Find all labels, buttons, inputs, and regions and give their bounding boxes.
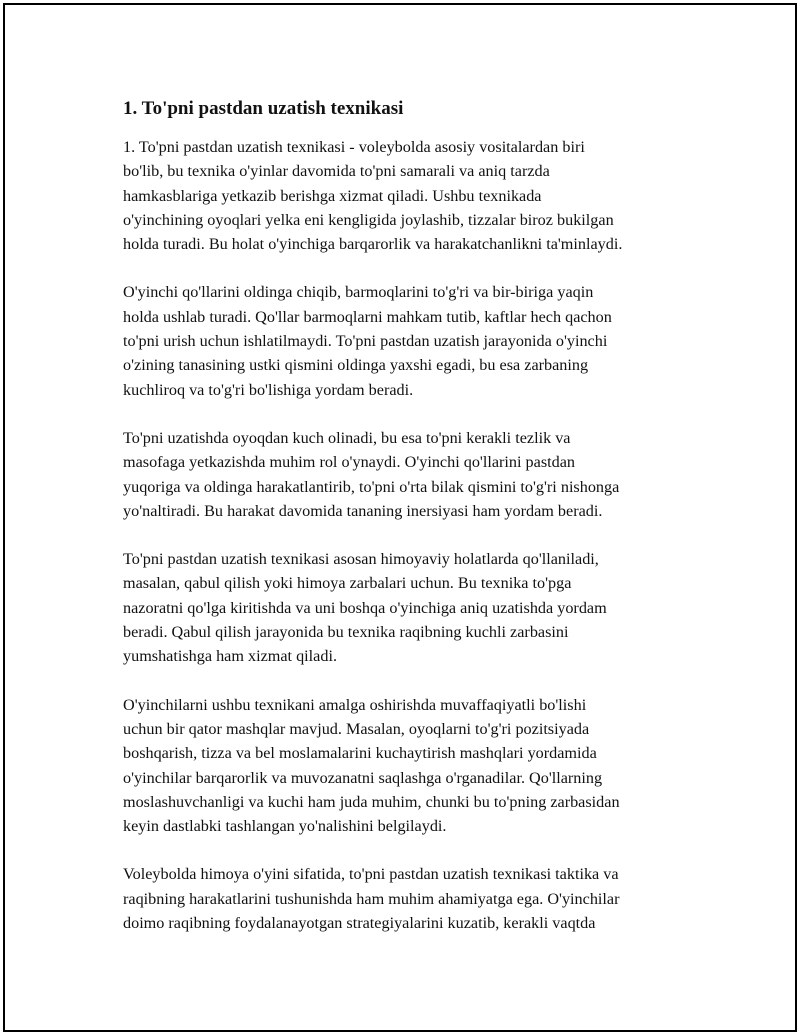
text-line: masalan, qabul qilish yoki himoya zarbalari uchun. Bu texnika to'pga	[123, 574, 572, 593]
paragraph-1	[123, 135, 693, 256]
text-line: 1. To'pni pastdan uzatish texnikasi - voleybolda asosiy vositalardan biri	[123, 138, 585, 156]
text-line: holda turadi. Bu holat o'yinchiga barqarorlik va harakatchanlikni ta'minlaydi.	[123, 235, 623, 254]
text-line: keyin dastlabki tashlangan yo'nalishini belgilaydi.	[123, 817, 447, 836]
paragraph-4	[123, 547, 693, 668]
paragraph-3	[123, 426, 693, 523]
text-line: boshqarish, tizza va bel moslamalarini kuchaytirish mashqlari yordamida	[123, 744, 597, 763]
text-line: yuqoriga va oldinga harakatlantirib, to'pni o'rta bilak qismini to'g'ri nishonga	[123, 477, 620, 496]
text-line: o'zining tanasining ustki qismini oldinga yaxshi egadi, bu esa zarbaning	[123, 356, 589, 375]
text-line: to'pni urish uchun ishlatilmaydi. To'pni pastdan uzatish jarayonida o'yinchi	[123, 332, 608, 351]
text-line: doimo raqibning foydalanayotgan strategiyalarini kuzatib, kerakli vaqtda	[123, 914, 596, 933]
text-line: o'yinchining oyoqlari yelka eni kengligida joylashib, tizzalar biroz bukilgan	[123, 210, 614, 229]
text-line: O'yinchilarni ushbu texnikani amalga oshirishda muvaffaqiyatli bo'lishi	[123, 695, 587, 714]
text-line: To'pni pastdan uzatish texnikasi asosan himoyaviy holatlarda qo'llaniladi,	[123, 550, 599, 569]
text-line: kuchliroq va to'g'ri bo'lishiga yordam beradi.	[123, 380, 414, 399]
text-line: beradi. Qabul qilish jarayonida bu texnika raqibning kuchli zarbasini	[123, 623, 569, 642]
text-line: yumshatishga ham xizmat qiladi.	[123, 647, 337, 666]
text-line: moslashuvchanligi va kuchi ham juda muhim, chunki bu to'pning zarbasidan	[123, 792, 620, 811]
text-line: hamkasblariga yetkazib berishga xizmat qiladi. Ushbu texnikada	[123, 186, 542, 205]
section-heading: 1. To'pni pastdan uzatish texnikasi	[123, 98, 404, 119]
paragraph-6	[123, 862, 693, 935]
text-line: holda ushlab turadi. Qo'llar barmoqlarni mahkam tutib, kaftlar hech qachon	[123, 307, 612, 326]
text-line: uchun bir qator mashqlar mavjud. Masalan, oyoqlarni to'g'ri pozitsiyada	[123, 719, 590, 738]
text-line: Voleybolda himoya o'yini sifatida, to'pni pastdan uzatish texnikasi taktika va	[123, 865, 619, 884]
text-line: raqibning harakatlarini tushunishda ham muhim ahamiyatga ega. O'yinchilar	[123, 889, 620, 908]
text-line: nazoratni qo'lga kiritishda va uni boshqa o'yinchiga aniq uzatishda yordam	[123, 598, 607, 617]
paragraph-5	[123, 693, 693, 839]
text-line: bo'lib, bu texnika o'yinlar davomida to'pni samarali va aniq tarzda	[123, 162, 550, 181]
text-line: O'yinchi qo'llarini oldinga chiqib, barmoqlarini to'g'ri va bir-biriga yaqin	[123, 283, 594, 302]
text-line: o'yinchilar barqarorlik va muvozanatni saqlashga o'rganadilar. Qo'llarning	[123, 768, 603, 787]
text-line: yo'naltiradi. Bu harakat davomida tananing inersiyasi ham yordam beradi.	[123, 501, 603, 520]
text-line: masofaga yetkazishda muhim rol o'ynaydi. O'yinchi qo'llarini pastdan	[123, 453, 576, 472]
document-page	[3, 3, 797, 1032]
paragraph-2	[123, 280, 693, 401]
document-body	[123, 95, 693, 959]
text-line: To'pni uzatishda oyoqdan kuch olinadi, bu esa to'pni kerakli tezlik va	[123, 428, 571, 447]
